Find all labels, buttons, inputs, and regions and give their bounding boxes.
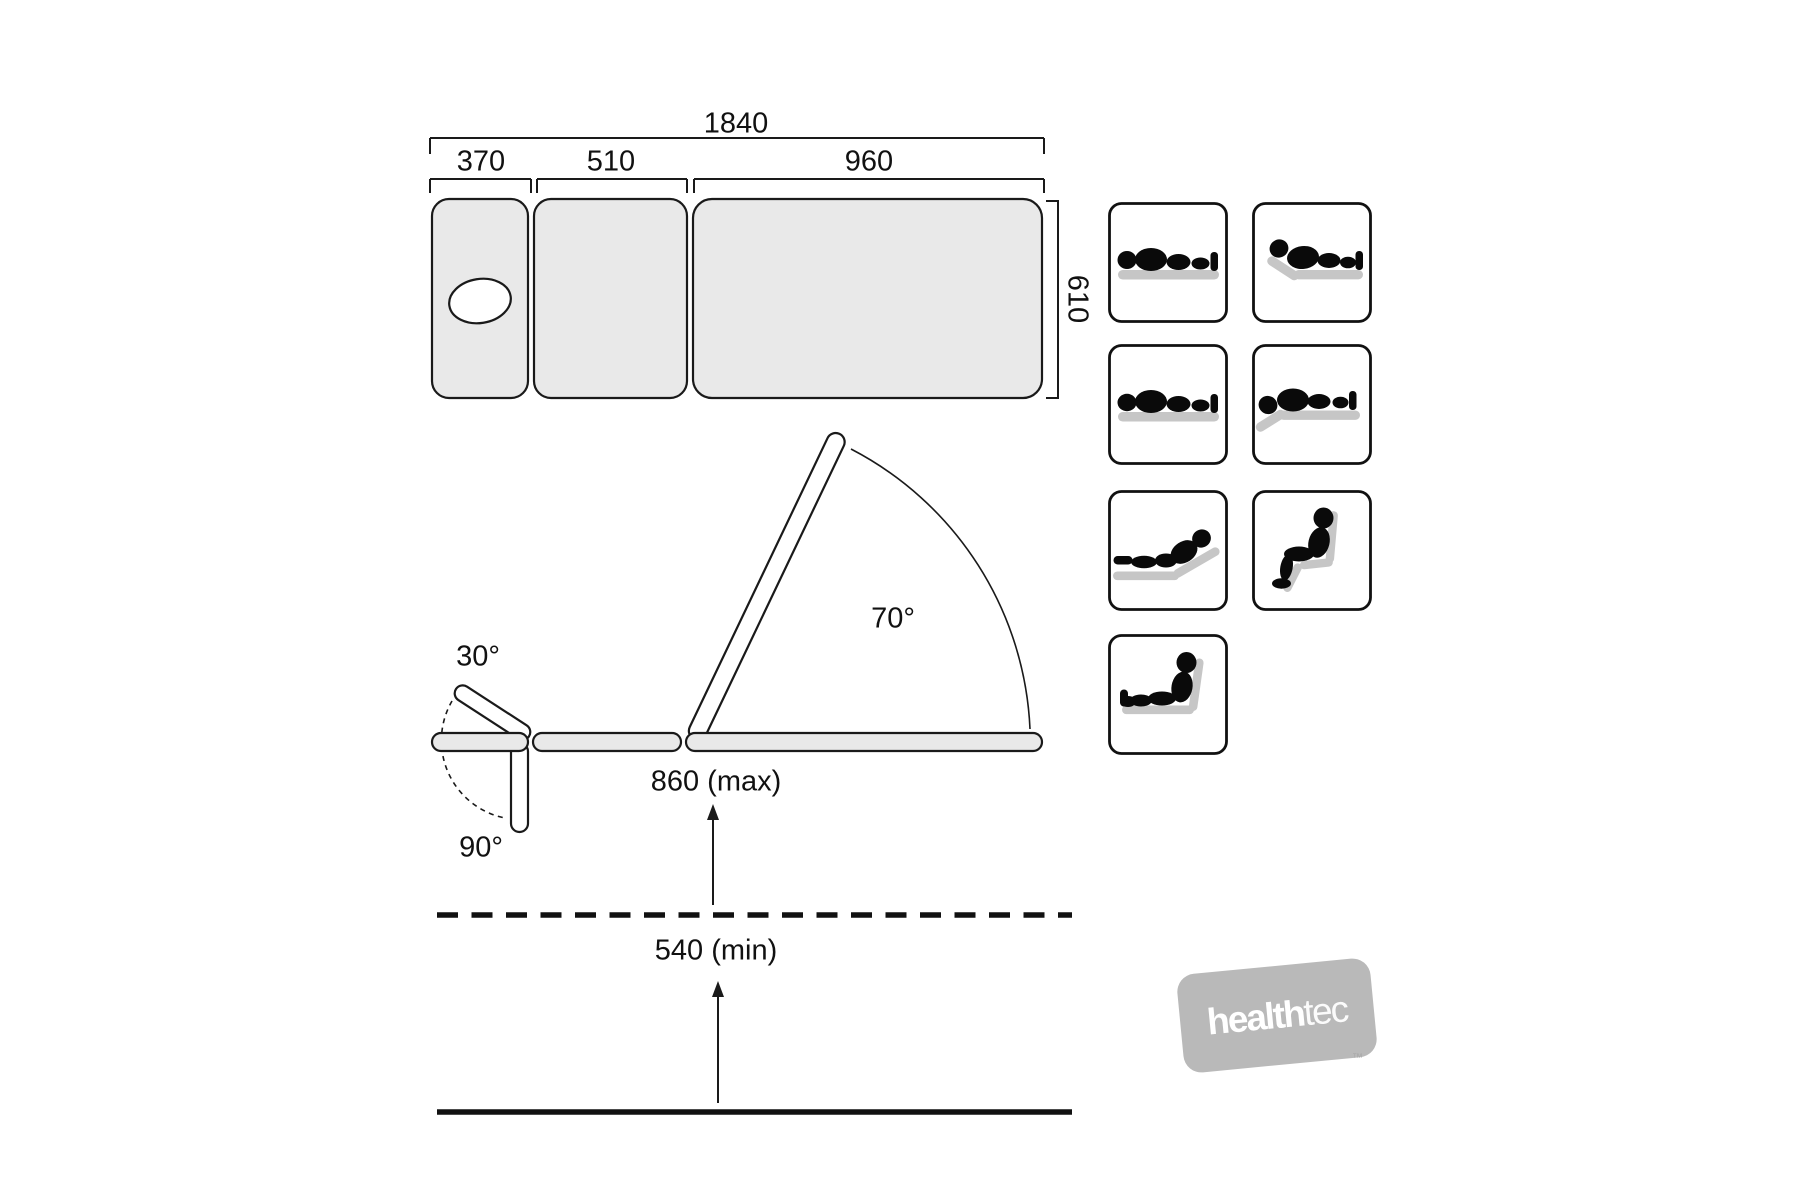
logo-brand-secondary: tec <box>1301 988 1349 1034</box>
backrest-angle-label: 70° <box>871 602 915 635</box>
position-icon-supine-head-raised <box>1254 204 1371 322</box>
healthtec-logo-text <box>1205 988 1349 1043</box>
max-height-arrow <box>707 804 719 905</box>
max-height-label: 860 (max) <box>650 765 782 798</box>
position-icon-supine-flat <box>1110 204 1227 322</box>
table-top-view <box>432 199 1042 398</box>
side-view-head-section <box>432 733 528 751</box>
mid-section-length-label: 510 <box>586 145 636 178</box>
position-icon-seated <box>1254 492 1371 610</box>
logo-brand-primary: health <box>1205 992 1306 1043</box>
leg-section-length-label: 960 <box>844 145 894 178</box>
section-dimension-lines <box>430 179 1044 193</box>
table-side-view <box>432 733 1042 751</box>
headrest-lowered-90 <box>511 743 528 832</box>
top-view-mid-section <box>534 199 687 398</box>
head-down-angle-label: 90° <box>459 831 503 864</box>
position-icon-semi-recline <box>1110 492 1227 610</box>
top-view-leg-section <box>693 199 1042 398</box>
logo-trademark: ™ <box>1352 1052 1363 1064</box>
position-icon-prone-flat <box>1110 346 1227 464</box>
min-height-arrow <box>712 981 724 1103</box>
head-section-length-label: 370 <box>456 145 506 178</box>
position-icon-prone-head-lowered <box>1254 346 1371 464</box>
width-dimension-bracket <box>1046 201 1058 398</box>
backrest-raised-70 <box>686 430 848 743</box>
min-height-label: 540 (min) <box>654 934 778 967</box>
side-view-leg-section <box>686 733 1042 751</box>
backrest-range-arc <box>851 449 1030 729</box>
side-view-mid-section <box>533 733 681 751</box>
overall-length-label: 1840 <box>703 107 769 140</box>
position-icon-long-sitting <box>1110 636 1227 754</box>
head-up-angle-label: 30° <box>456 640 500 673</box>
table-width-label: 610 <box>1061 274 1094 324</box>
healthtec-logo <box>1176 957 1379 1074</box>
